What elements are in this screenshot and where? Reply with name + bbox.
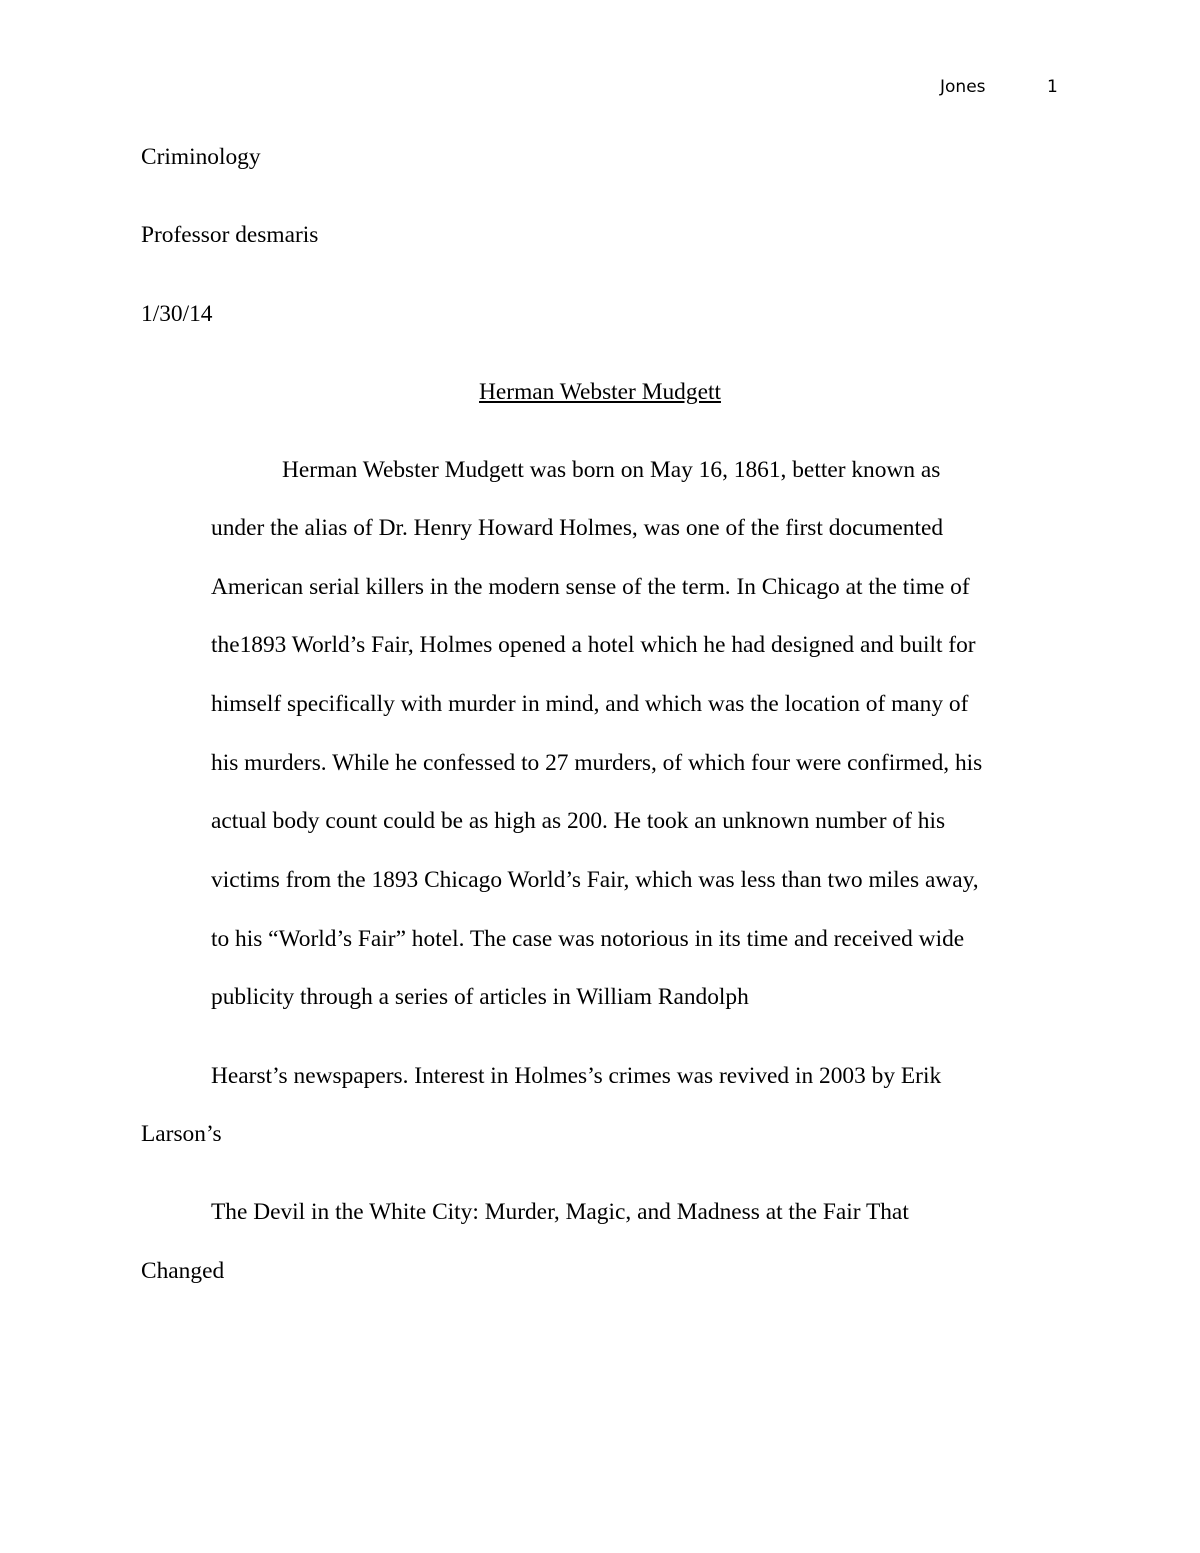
paragraph-line: his murders. While he confessed to 27 murders, of which four were confirmed, his (211, 750, 983, 776)
page-header (900, 75, 1060, 99)
paragraph-line: Changed (141, 1258, 225, 1284)
professor-name: Professor desmaris (141, 222, 319, 248)
paragraph-line: under the alias of Dr. Henry Howard Holmes, was one of the first documented (211, 515, 944, 541)
paragraph-line: himself specifically with murder in mind, and which was the location of many of (211, 691, 969, 717)
header-surname: Jones (940, 77, 986, 97)
paragraph-line: The Devil in the White City: Murder, Magic, and Madness at the Fair That (211, 1199, 909, 1225)
course-name: Criminology (141, 144, 261, 170)
header-page-number: 1 (1047, 77, 1058, 97)
date-line: 1/30/14 (141, 301, 213, 327)
paragraph-line: victims from the 1893 Chicago World’s Fair, which was less than two miles away, (211, 867, 979, 893)
paragraph-line: publicity through a series of articles in William Randolph (211, 984, 749, 1010)
paragraph-line: the1893 World’s Fair, Holmes opened a hotel which he had designed and built for (211, 632, 976, 658)
paragraph-line: Larson’s (141, 1121, 222, 1147)
document-title: Herman Webster Mudgett (479, 379, 721, 405)
paragraph-line: Hearst’s newspapers. Interest in Holmes’s crimes was revived in 2003 by Erik (211, 1063, 942, 1089)
paragraph-line: American serial killers in the modern sense of the term. In Chicago at the time of (211, 574, 970, 600)
paragraph-line: actual body count could be as high as 200. He took an unknown number of his (211, 808, 946, 834)
paragraph-line: to his “World’s Fair” hotel. The case was notorious in its time and received wide (211, 926, 965, 952)
paragraph-line: Herman Webster Mudgett was born on May 16, 1861, better known as (282, 457, 941, 483)
